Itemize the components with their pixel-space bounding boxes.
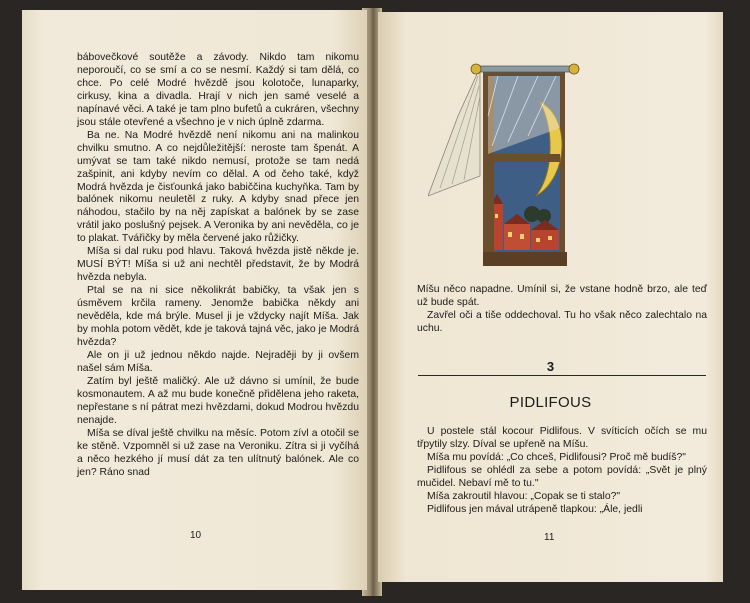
- rod-finial: [569, 64, 579, 74]
- paragraph: Míša si dal ruku pod hlavu. Taková hvězda jistě někde je. MUSÍ BÝT! Míša si už ani nechtěl představit, že by Modrá hvězda nebyla.: [77, 246, 359, 284]
- paragraph: Ba ne. Na Modré hvězdě není nikomu ani na malinkou chvilku smutno. A co nejdůležitější: neroste tam špenát. A umývat se tam také nikdo nemusí, protože se tam nedá zašpinit, ani kdyby nevím co dělal. A od čeho také, když Modrá hvězda je čisťounká jako babiččina kuchyňka. Tam by balónek nikomu neuletěl z ruky. A kdyby snad přece jen náhodou, stačilo by na něj zapískat a balónek by se zase vrátil jako poslušný pejsek. A Veronika by ani nevěděla, co je to plakat. Tvářičky by měla červené jako růžičky.: [77, 129, 359, 245]
- curtain-rod: [474, 66, 574, 72]
- window-illustration: [428, 56, 588, 271]
- window-crossbar: [488, 154, 560, 162]
- paragraph: Míša mu povídá: „Co chceš, Pidlifousi? Proč mě budíš?": [427, 451, 686, 463]
- paragraph: Pidlifous se ohlédl za sebe a potom povídá: „Svět je plný mučidel. Nebaví mě to tu.": [417, 464, 707, 489]
- left-body-text: [77, 52, 359, 479]
- paragraph: bábovečkové soutěže a závody. Nikdo tam nikomu neporoučí, co se smí a co se nesmí. Každý si tam dělá, co chce. Po celé Modré hvězdě jsou kolotoče, lunaparky, cirkusy, kina a divadla. Hrají v nich jen samé veselé a napínavé věci. A také je tam plno bufetů a cukráren, všechny jsou stále otevřené a všechno je v nich úplně zdarma.: [77, 52, 359, 128]
- right-page: [378, 12, 723, 582]
- left-page: [22, 10, 367, 590]
- paragraph: Míša se díval ještě chvilku na měsíc. Potom zívl a otočil se ke stěně. Vzpomněl si už zase na Veroniku. Zítra si ji vyčíhá a něco hezkého jí musí dát za ten ulítnutý balónek. Ale co jen? Ráno snad: [77, 427, 359, 478]
- right-body-text-top: [417, 284, 707, 336]
- paragraph: U postele stál kocour Pidlifous. V svíticích očích se mu třpytily slzy. Díval se upřeně na Míšu.: [417, 426, 707, 450]
- right-body-text-bottom: [417, 426, 707, 517]
- paragraph: Zatím byl ještě maličký. Ale už dávno si umínil, že bude kosmonautem. A až mu bude konečně přidělena jeho raketa, nepřestane s ní pátrat mezi hvězdami, dokud Modrou hvězdu nenajde.: [77, 375, 359, 426]
- paragraph: Ale on ji už jednou někdo najde. Nejraději by ji ovšem našel sám Míša.: [77, 349, 359, 374]
- paragraph: Míšu něco napadne. Umínil si, že vstane hodně brzo, ale teď už bude spát.: [417, 284, 707, 308]
- chapter-title: PIDLIFOUS: [509, 394, 592, 411]
- page-number: 10: [190, 530, 202, 541]
- window-sill: [483, 252, 567, 266]
- paragraph: Ptal se na ni sice několikrát babičky, ta však jen s úsměvem krčila rameny. Jenomže babička někdy ani nevěděla, kde má brýle. Musel ji je vždycky najít Míša. Jak by mohla potom vědět, kde je taková tajná věc, jako je Modrá hvězda?: [77, 285, 359, 348]
- paragraph: Zavřel oči a tiše oddechoval. Tu ho však něco zalechtalo na uchu.: [417, 309, 707, 334]
- paragraph: Pidlifous jen mával utrápeně tlapkou: „Ále, jedli: [427, 503, 643, 515]
- chapter-number: 3: [546, 359, 555, 374]
- chapter-rule: [418, 375, 706, 376]
- paragraph: Míša zakroutil hlavou: „Copak se ti stalo?": [427, 490, 621, 502]
- page-number: 11: [544, 532, 555, 543]
- rod-finial: [471, 64, 481, 74]
- house-icon: [531, 230, 559, 250]
- house-icon: [504, 224, 530, 250]
